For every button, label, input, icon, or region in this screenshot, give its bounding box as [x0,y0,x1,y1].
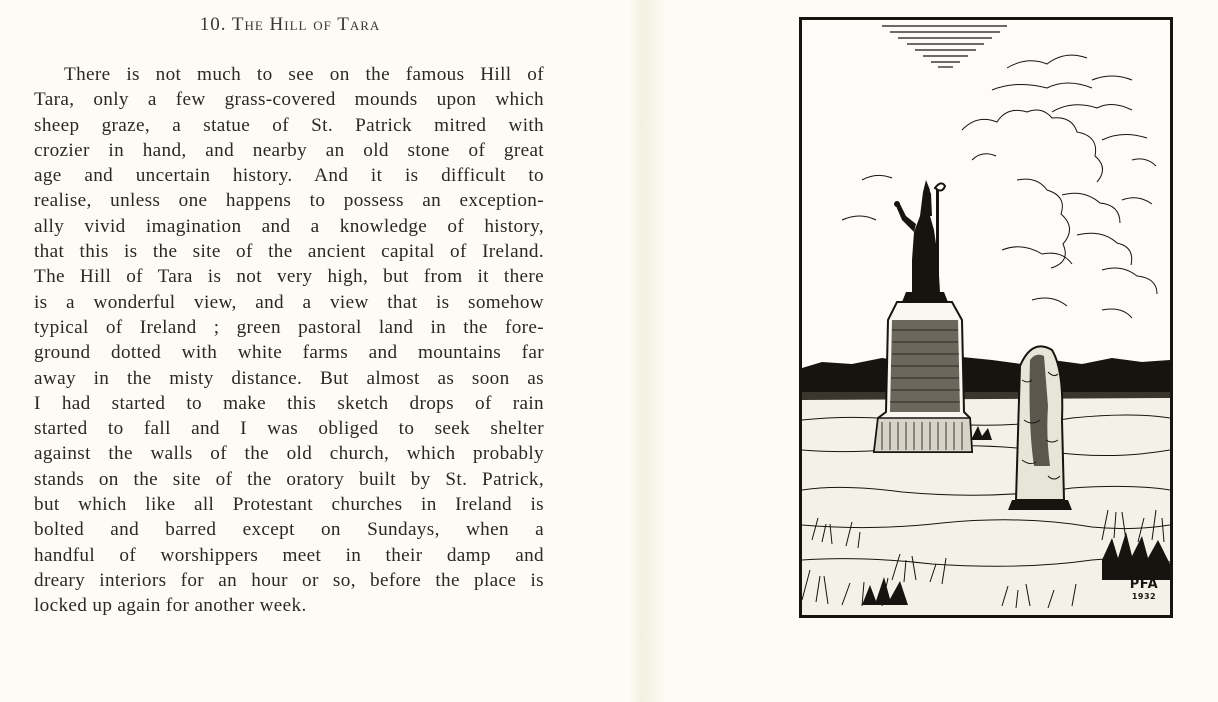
illustration-drawing [802,20,1170,615]
text-line: but which like all Protestant churches in Ireland is [34,494,544,516]
text-line: The Hill of Tara is not very high, but from it there [34,266,544,288]
st-patrick-statue [894,180,945,294]
clouds [842,55,1157,318]
text-line: stands on the site of the oratory built by St. Patrick, [34,468,544,490]
text-line: locked up again for another week. [34,595,307,617]
text-line: ground dotted with white farms and mountains far [34,342,544,364]
text-line: typical of Ireland ; green pastoral land in the fore- [34,316,544,338]
ground [802,398,1170,615]
text-line: dreary interiors for an hour or so, before the place is [34,569,544,591]
text-line: is a wonderful view, and a view that is somehow [34,291,544,313]
text-line: bolted and barred except on Sundays, when a [34,519,544,541]
sky-hatching [882,26,1007,67]
book-gutter [630,0,664,702]
chapter-title: 10. The Hill of Tara [199,14,381,35]
text-line: I had started to make this sketch drops of rain [34,392,544,414]
monogram-initials: PFA [1129,577,1159,592]
distant-mountains [802,356,1170,392]
text-line: There is not much to see on the famous Hill of [64,64,544,85]
text-line: against the walls of the old church, which probably [34,443,544,465]
text-line: away in the misty distance. But almost as soon as [34,367,544,389]
statue-pedestal [874,292,972,452]
text-line: handful of worshippers meet in their damp and [34,544,544,566]
text-line: age and uncertain history. And it is difficult to [34,165,544,187]
artist-monogram [1124,577,1164,601]
text-line: that this is the site of the ancient capital of Ireland. [34,241,544,263]
text-line: realise, unless one happens to possess an exception- [34,190,544,212]
monogram-year: 1932 [1131,592,1157,601]
text-line: Tara, only a few grass-covered mounds upon which [34,89,544,111]
text-line: ally vivid imagination and a knowledge of history, [34,215,544,237]
text-line: started to fall and I was obliged to seek shelter [34,418,544,440]
text-line: crozier in hand, and nearby an old stone of great [34,139,544,161]
text-line: sheep graze, a statue of St. Patrick mitred with [34,114,544,136]
illustration-frame [799,17,1173,618]
body-text [34,62,544,619]
